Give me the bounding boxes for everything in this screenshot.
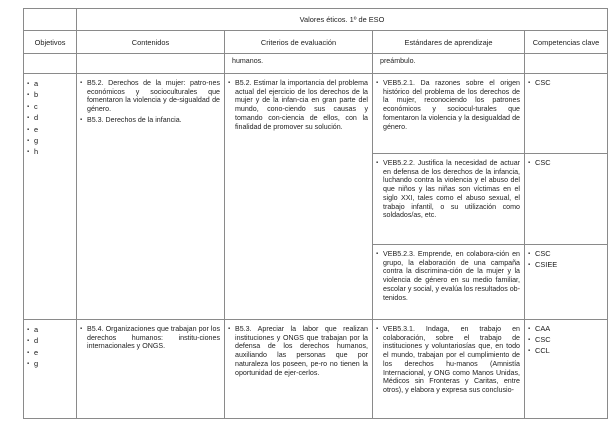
objetivo-item: ▪ d <box>27 113 39 123</box>
objetivo-item: ▪ g <box>27 136 39 146</box>
block1-competencias-1 <box>524 73 608 154</box>
objetivo-item: ▪ c <box>27 101 38 111</box>
cont-estandares <box>372 53 525 74</box>
header-contenidos: Contenidos <box>76 30 225 54</box>
estandar-item: ▪ VEB5.2.2. Justifica la necesidad de actuar en defensa de los derechos de la infancia, luchando contra la violencia y el abuso del que niños y las niñas son víctimas en el siglo XXI, tales como el abuso sexual, el trabajo infantil, o su utilización como soldados/as, etc. <box>376 159 520 220</box>
competencia-item: ▪ CAA <box>528 324 551 333</box>
cont-criterios <box>224 53 373 74</box>
contenido-item: ▪ B5.4. Organizaciones que trabajan por los derechos humanos: institu-ciones internacionales y ONGS. <box>80 325 220 351</box>
header-criterios: Criterios de evaluación <box>224 30 373 54</box>
contenido-item: ▪ B5.3. Derechos de la infancia. <box>80 116 182 125</box>
block2-competencias <box>524 319 608 419</box>
objetivo-item: ▪ e <box>27 347 39 357</box>
block1-estandar-1 <box>372 73 525 154</box>
block2-contenidos <box>76 319 225 419</box>
objetivo-item: ▪ b <box>27 90 39 100</box>
estandar-item: ▪ VEB5.2.3. Emprende, en colabora-ción en grupo, la elaboración de una campaña contra la discrimina-ción de la mujer y la violencia de género en su medio familiar, escolar y social, y evalúa los resultados ob-tenidos. <box>376 250 520 302</box>
block2-estandar-1 <box>372 319 525 419</box>
table-title-left-blank <box>23 8 77 31</box>
block1-estandar-3 <box>372 244 525 320</box>
header-estandares: Estándares de aprendizaje <box>372 30 525 54</box>
competencia-item: ▪ CSC <box>528 78 551 87</box>
block1-competencias-3 <box>524 244 608 320</box>
objetivo-item: ▪ d <box>27 336 39 346</box>
objetivo-item: ▪ a <box>27 325 39 334</box>
block1-contenidos <box>76 73 225 320</box>
criterio-item: ▪ B5.2. Estimar la importancia del problema actual del ejercicio de los derechos de la mujer y de la infan-cia en gran parte del mundo, cono-ciendo sus causas y tomando con-ciencia de ellos, con la finalidad de promover su solución. <box>228 79 368 131</box>
objetivo-item: ▪ g <box>27 359 39 369</box>
table-title: Valores éticos. 1º de ESO <box>76 8 608 31</box>
block1-competencias-2 <box>524 153 608 245</box>
objetivo-item: ▪ e <box>27 124 39 134</box>
competencia-item: ▪ CSC <box>528 334 551 344</box>
block1-estandar-2 <box>372 153 525 245</box>
estandar-item: ▪ VEB5.2.1. Da razones sobre el origen histórico del problema de los derechos de la mujer, reconociendo los patrones económicos y sociocul-turales que fomentaron la violencia y la desigualdad de género. <box>376 79 520 131</box>
cont-estandares-text: preámbulo. <box>380 57 416 65</box>
cont-competencias <box>524 53 608 74</box>
header-competencias: Competencias clave <box>524 30 608 54</box>
block2-criterios <box>224 319 373 419</box>
objetivo-item: ▪ h <box>27 147 39 157</box>
block1-objetivos <box>23 73 77 320</box>
cont-criterios-text: humanos. <box>232 57 264 65</box>
block2-objetivos <box>23 319 77 419</box>
competencia-item: ▪ CSC <box>528 249 551 258</box>
criterio-item: ▪ B5.3. Apreciar la labor que realizan instituciones y ONGS que trabajan por la defensa de los derechos humanos, auxiliando las personas que por naturaleza los poseen, pe-ro no tienen la oportunidad de ejer-cerlos. <box>228 325 368 377</box>
competencia-item: ▪ CSIEE <box>528 259 558 269</box>
cont-contenidos <box>76 53 225 74</box>
objetivo-item: ▪ a <box>27 79 39 88</box>
estandar-item: ▪ VEB5.3.1. Indaga, en trabajo en colaboración, sobre el trabajo de instituciones y voluntariosías que, en todo el mundo, trabajan por el cumplimiento de los derechos hu-manos (Amnistía Internacional, y ONG como Manos Unidas, Médicos sin Fronteras y Caritas, entre otros), y elabora y expresa sus conclusio- <box>376 325 520 394</box>
cont-objetivos <box>23 53 77 74</box>
curriculum-table <box>23 8 608 419</box>
contenido-item: ▪ B5.2. Derechos de la mujer: patro-nes económicos y socioculturales que fomentaron la violencia y de-sigualdad de género. <box>80 79 220 114</box>
competencia-item: ▪ CSC <box>528 158 551 167</box>
header-objetivos: Objetivos <box>23 30 77 54</box>
competencia-item: ▪ CCL <box>528 345 550 355</box>
block1-criterios <box>224 73 373 320</box>
